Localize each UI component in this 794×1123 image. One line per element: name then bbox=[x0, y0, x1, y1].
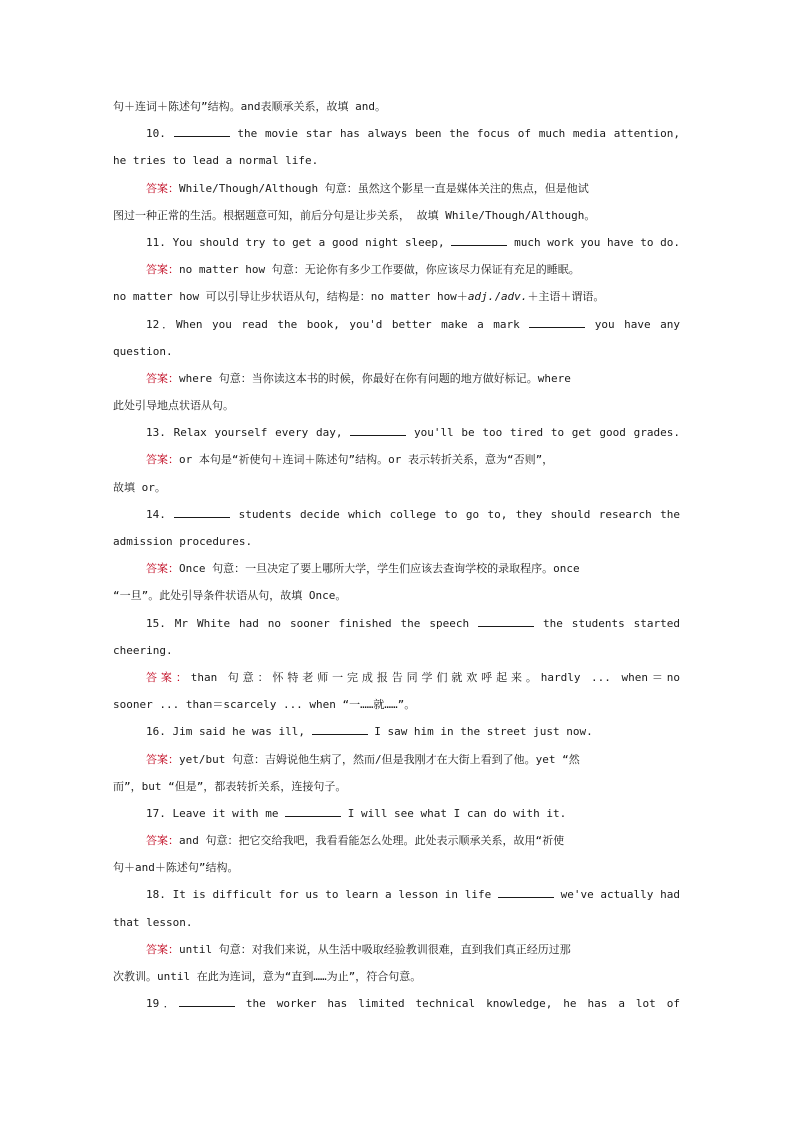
text-line: 此处引导地点状语从句。 bbox=[113, 399, 234, 413]
text-line: that lesson. bbox=[113, 915, 193, 929]
answer-blank bbox=[498, 886, 554, 898]
text-line: 句＋and＋陈述句”结构。 bbox=[113, 861, 239, 875]
answer-line: 答案：or 本句是“祈使句＋连词＋陈述句”结构。or 表示转折关系，意为“否则”， bbox=[146, 453, 554, 467]
question-19: 19． the worker has limited technical knowledge, he has a lot of bbox=[146, 997, 680, 1011]
text-line: 故填 or。 bbox=[113, 480, 166, 494]
answer-line: 答案：Once 句意：一旦决定了要上哪所大学，学生们应该去查询学校的录取程序。once bbox=[146, 562, 580, 576]
text-line: admission procedures. bbox=[113, 535, 253, 548]
text-line: question. bbox=[113, 344, 173, 358]
question-16: 16. Jim said he was ill, I saw him in the street just now. bbox=[146, 725, 593, 739]
question-15: 15. Mr White had no sooner finished the speech the students started bbox=[146, 616, 681, 630]
answer-line: 答案：until 句意：对我们来说，从生活中吸取经验教训很难，直到我们真正经历过那 bbox=[146, 942, 571, 956]
answer-line: 答案：While/Though/Although 句意：虽然这个影星一直是媒体关注的焦点，但是他试 bbox=[146, 181, 589, 195]
text-line: he tries to lead a normal life. bbox=[113, 154, 319, 168]
text-line: 句＋连词＋陈述句”结构。and表顺承关系，故填 and。 bbox=[113, 100, 386, 113]
question-13: 13. Relax yourself every day, you'll be too tired to get good grades. bbox=[146, 426, 680, 440]
answer-label: 答案： bbox=[146, 263, 179, 277]
answer-label: 答案： bbox=[146, 752, 179, 766]
text-line: cheering. bbox=[113, 643, 173, 657]
answer-blank bbox=[285, 805, 341, 817]
answer-label: 答案： bbox=[146, 834, 179, 848]
answer-label: 答案： bbox=[146, 942, 179, 956]
answer-label: 答案： bbox=[146, 670, 191, 684]
answer-blank bbox=[529, 316, 585, 328]
answer-line: 答案：no matter how 句意：无论你有多少工作要做，你应该尽力保证有充足的睡眠。 bbox=[146, 263, 580, 277]
answer-label: 答案： bbox=[146, 453, 179, 467]
text-line: 图过一种正常的生活。根据题意可知，前后分句是让步关系， 故填 While/Though/Although。 bbox=[113, 208, 596, 222]
question-17: 17. Leave it with me I will see what I can do with it. bbox=[146, 806, 567, 820]
question-12: 12．When you read the book, you'd better make a mark you have any bbox=[146, 317, 680, 331]
document-page bbox=[113, 93, 680, 1017]
answer-line: 答案：and 句意：把它交给我吧，我看看能怎么处理。此处表示顺承关系，故用“祈使 bbox=[146, 834, 565, 848]
answer-blank bbox=[312, 723, 368, 735]
text-line: 而”，but “但是”，都表转折关系，连接句子。 bbox=[113, 779, 347, 793]
answer-label: 答案： bbox=[146, 562, 179, 576]
answer-label: 答案： bbox=[146, 181, 179, 195]
answer-line: 答案：where 句意：当你读这本书的时候，你最好在你有问题的地方做好标记。where bbox=[146, 371, 571, 385]
answer-line: 答案：yet/but 句意：吉姆说他生病了，然而/但是我刚才在大街上看到了他。yet “然 bbox=[146, 752, 580, 766]
answer-blank bbox=[478, 615, 534, 627]
question-11: 11. You should try to get a good night sleep, much work you have to do. bbox=[146, 235, 681, 249]
answer-blank bbox=[179, 995, 235, 1007]
text-line: “一旦”。此处引导条件状语从句，故填 Once。 bbox=[113, 589, 347, 603]
answer-blank bbox=[174, 506, 230, 518]
text-line: no matter how 可以引导让步状语从句，结构是：no matter how＋adj./adv.＋主语＋谓语。 bbox=[113, 290, 605, 304]
answer-blank bbox=[174, 125, 230, 137]
answer-label: 答案： bbox=[146, 371, 179, 385]
answer-blank bbox=[350, 424, 406, 436]
answer-line: 答案：than 句意：怀特老师一完成报告同学们就欢呼起来。hardly ... when＝no bbox=[146, 670, 681, 684]
text-line: sooner ... than＝scarcely ... when “一……就……”。 bbox=[113, 698, 416, 712]
question-10: 10. the movie star has always been the focus of much media attention, bbox=[146, 127, 680, 141]
question-14: 14. students decide which college to go to, they should research the bbox=[146, 507, 680, 521]
question-18: 18. It is difficult for us to learn a lesson in life we've actually had bbox=[146, 888, 680, 902]
text-line: 次教训。until 在此为连词，意为“直到……为止”，符合句意。 bbox=[113, 970, 422, 983]
answer-blank bbox=[451, 234, 507, 246]
